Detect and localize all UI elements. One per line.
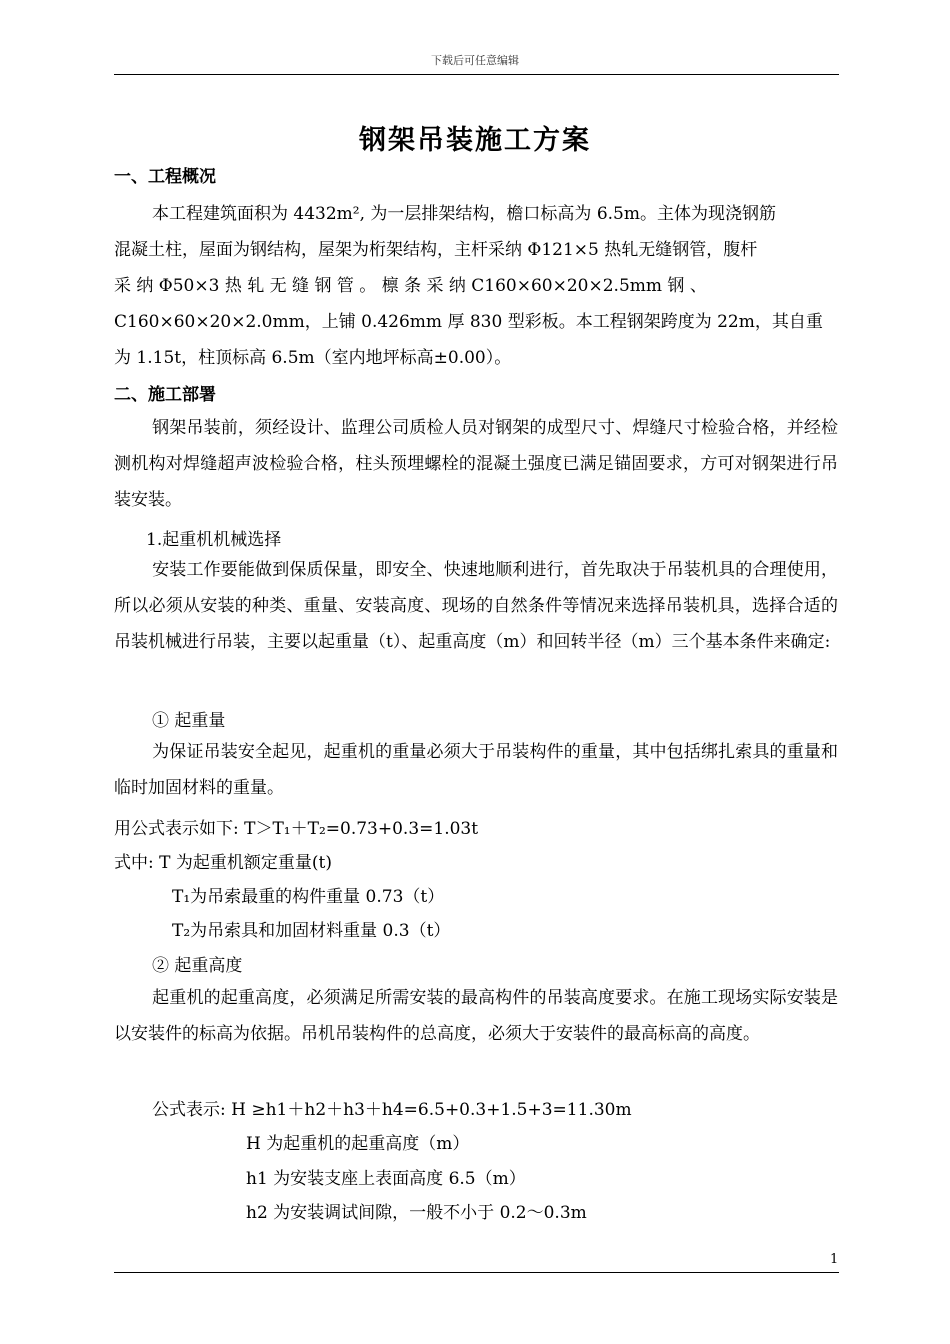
item-lifting-height: ② 起重高度 <box>152 956 243 976</box>
item-lifting-capacity: ① 起重量 <box>152 711 226 731</box>
definition-h2: h2 为安装调试间隙，一般不小于 0.2～0.3m <box>246 1203 587 1223</box>
overview-line-3: 采 纳 Φ50×3 热 轧 无 缝 钢 管 。 檩 条 采 纳 C160×60×20×2.5mm 钢 、 <box>114 276 707 296</box>
overview-line-2: 混凝土柱，屋面为钢结构，屋架为桁架结构，主杆采纳 Φ121×5 热轧无缝钢管，腹杆 <box>114 240 758 260</box>
formula-where-t2: T₂为吊索具和加固材料重量 0.3（t） <box>172 921 451 941</box>
deployment-paragraph <box>114 410 838 518</box>
footer-rule <box>114 1272 839 1273</box>
document-title: 钢架吊装施工方案 <box>359 125 591 156</box>
formula-height: 公式表示: H ≥h1＋h2＋h3＋h4=6.5+0.3+1.5+3=11.30m <box>152 1100 632 1120</box>
page-header: 下载后可任意编辑 <box>431 54 519 67</box>
formula-where-t1: T₁为吊索最重的构件重量 0.73（t） <box>172 887 445 907</box>
overview-line-4: C160×60×20×2.0mm，上铺 0.426mm 厚 830 型彩板。本工程钢架跨度为 22m，其自重 <box>114 312 823 332</box>
deployment-paragraph-text: 钢架吊装前，须经设计、监理公司质检人员对钢架的成型尺寸、焊缝尺寸检验合格，并经检测机构对焊缝超声波检验合格，柱头预埋螺栓的混凝土强度已满足锚固要求，方可对钢架进行吊装安装。 <box>114 418 838 510</box>
section-heading-overview: 一、工程概况 <box>114 167 216 187</box>
crane-selection-paragraph-text: 安装工作要能做到保质保量，即安全、快速地顺利进行，首先取决于吊装机具的合理使用，所以必须从安装的种类、重量、安装高度、现场的自然条件等情况来选择吊装机具，选择合适的吊装机械进行吊装，主要以起重量（t）、起重高度（m）和回转半径（m）三个基本条件来确定: <box>114 560 838 652</box>
page-number: 1 <box>830 1252 839 1267</box>
lifting-capacity-paragraph <box>114 734 838 806</box>
crane-selection-paragraph <box>114 552 838 660</box>
overview-line-5: 为 1.15t，柱顶标高 6.5m（室内地坪标高±0.00）。 <box>114 348 512 368</box>
formula-where-t: 式中: T 为起重机额定重量(t) <box>114 853 332 873</box>
definition-h1: h1 为安装支座上表面高度 6.5（m） <box>246 1169 526 1189</box>
subheading-crane-selection: 1.起重机机械选择 <box>146 530 282 550</box>
overview-line-1: 本工程建筑面积为 4432m², 为一层排架结构，檐口标高为 6.5m。主体为现浇钢筋 <box>152 204 776 224</box>
definition-h: H 为起重机的起重高度（m） <box>246 1134 470 1154</box>
lifting-capacity-paragraph-text: 为保证吊装安全起见，起重机的重量必须大于吊装构件的重量，其中包括绑扎索具的重量和临时加固材料的重量。 <box>114 742 838 798</box>
formula-capacity: 用公式表示如下: T＞T₁＋T₂=0.73+0.3=1.03t <box>114 819 479 839</box>
lifting-height-paragraph-text: 起重机的起重高度，必须满足所需安装的最高构件的吊装高度要求。在施工现场实际安装是以安装件的标高为依据。吊机吊装构件的总高度，必须大于安装件的最高标高的高度。 <box>114 988 838 1044</box>
lifting-height-paragraph <box>114 980 838 1052</box>
section-heading-deployment: 二、施工部署 <box>114 385 216 405</box>
header-rule <box>114 74 839 75</box>
